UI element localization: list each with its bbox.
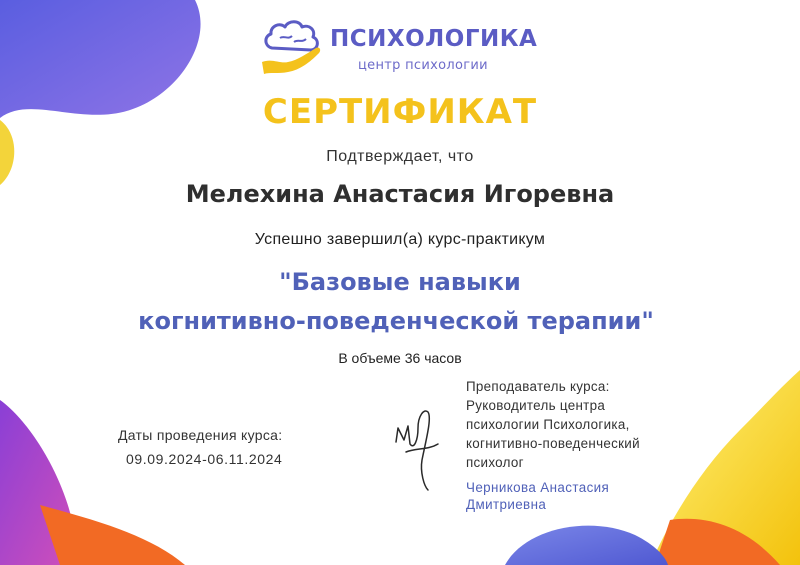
teacher-role-line: психолог [466,455,524,470]
teacher-role-line: Руководитель центра [466,398,606,413]
recipient-name: Мелехина Анастасия Игоревна [185,180,615,208]
logo-title: ПСИХОЛОГИКА [330,26,538,52]
teacher-name-line-2: Дмитриевна [466,497,547,512]
bottom-blue-blob [505,526,668,565]
signature [388,400,448,495]
teacher-block [466,377,696,513]
course-title-line-2: когнитивно-поведенческой терапии" [138,307,654,335]
teacher-role-line: Преподаватель курса: [466,379,610,394]
logo [258,18,548,80]
brain-in-hand-icon [258,18,328,80]
completed-text: Успешно завершил(а) курс-практикум [254,231,546,248]
course-volume: В объеме 36 часов [338,350,462,366]
teacher-name-line-1: Черникова Анастасия [466,480,610,495]
dates-label: Даты проведения курса: [118,427,283,443]
dates-value: 09.09.2024-06.11.2024 [126,451,283,467]
logo-subtitle: центр психологии [358,58,488,73]
certificate-title: СЕРТИФИКАТ [262,92,538,132]
bottom-left-orange-blob [40,505,185,565]
course-dates [118,427,318,467]
course-title-line-1: "Базовые навыки [279,268,521,296]
confirms-text: Подтверждает, что [326,148,474,165]
teacher-role-line: психологии Психологика, [466,417,630,432]
teacher-role-line: когнитивно-поведенческий [466,436,640,451]
